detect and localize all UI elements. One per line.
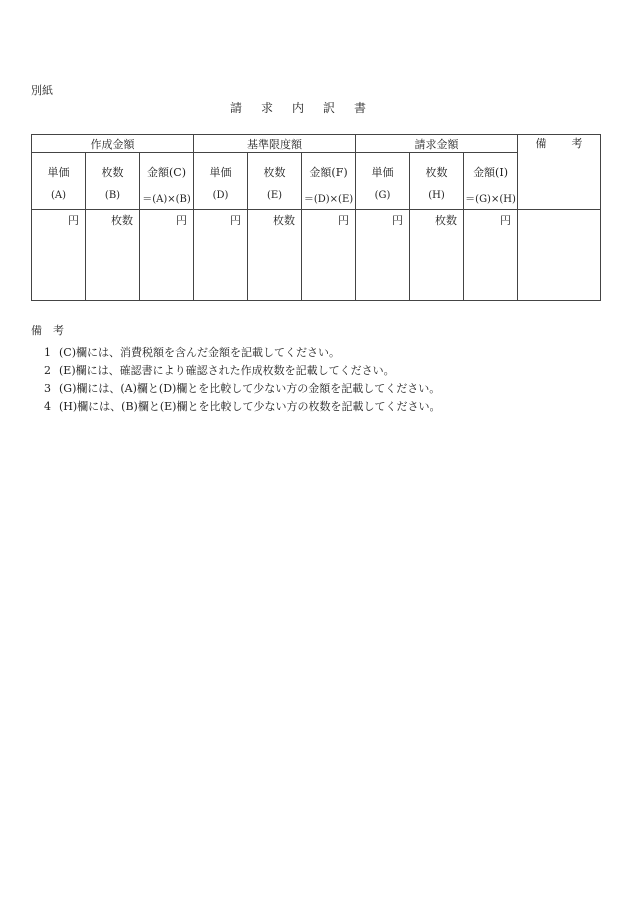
title-char: 訳 (323, 101, 336, 115)
attachment-label: 別紙 (31, 84, 53, 97)
note-text: (H)欄には、(B)欄と(E)欄とを比較して少ない方の枚数を記載してください。 (59, 400, 441, 413)
note-item (31, 361, 440, 379)
group-header-row (32, 135, 601, 153)
note-item (31, 397, 440, 415)
note-number: 2 (44, 363, 51, 377)
title-char: 求 (261, 101, 274, 115)
column-code: ＝(A)×(B) (142, 194, 191, 205)
column-label: 金額(C) (147, 166, 186, 179)
remarks-cell[interactable] (518, 210, 601, 301)
note-number: 1 (44, 345, 51, 359)
data-cell[interactable] (302, 210, 356, 301)
group-header-limit: 基準限度額 (194, 135, 356, 153)
column-header (410, 153, 464, 210)
column-code: (G) (374, 190, 391, 201)
column-label: 枚数 (101, 166, 124, 179)
remarks-header-char: 考 (571, 137, 583, 150)
data-cell[interactable] (248, 210, 302, 301)
notes-section (31, 322, 440, 415)
column-label: 単価 (209, 166, 232, 179)
title-char: 書 (354, 101, 367, 115)
document-title (230, 99, 385, 116)
breakdown-table (31, 134, 601, 301)
unit-label: 円 (500, 214, 512, 227)
column-label: 枚数 (425, 166, 448, 179)
column-header (302, 153, 356, 210)
column-code: ＝(G)×(H) (465, 194, 516, 205)
column-code: (B) (104, 190, 121, 201)
column-label: 単価 (371, 166, 394, 179)
column-header (248, 153, 302, 210)
group-header-created: 作成金額 (32, 135, 194, 153)
data-cell[interactable] (356, 210, 410, 301)
column-header (86, 153, 140, 210)
unit-label: 円 (338, 214, 350, 227)
data-cell[interactable] (86, 210, 140, 301)
note-text: (E)欄には、確認書により確認された作成枚数を記載してください。 (59, 364, 395, 377)
column-label: 金額(I) (473, 166, 508, 179)
unit-label: 枚数 (111, 214, 133, 227)
column-label: 金額(F) (309, 166, 348, 179)
column-header (464, 153, 518, 210)
data-cell[interactable] (140, 210, 194, 301)
remarks-header-char: 備 (535, 137, 547, 150)
column-header (356, 153, 410, 210)
title-char: 内 (292, 101, 305, 115)
data-cell[interactable] (410, 210, 464, 301)
column-code: ＝(D)×(E) (303, 194, 354, 205)
column-header-row (32, 153, 601, 210)
data-row (32, 210, 601, 301)
column-header (140, 153, 194, 210)
unit-label: 円 (68, 214, 79, 227)
data-cell[interactable] (194, 210, 248, 301)
note-item (31, 379, 440, 397)
column-label: 単価 (47, 166, 70, 179)
remarks-header (518, 135, 601, 210)
column-code: (E) (266, 190, 283, 201)
note-text: (G)欄には、(A)欄と(D)欄とを比較して少ない方の金額を記載してください。 (59, 382, 441, 395)
column-code: (A) (50, 190, 67, 201)
column-code: (D) (212, 190, 229, 201)
data-cell[interactable] (464, 210, 518, 301)
note-item (31, 343, 440, 361)
data-cell[interactable] (32, 210, 86, 301)
note-number: 3 (44, 381, 51, 395)
column-code: (H) (428, 190, 445, 201)
unit-label: 円 (392, 214, 404, 227)
note-text: (C)欄には、消費税額を含んだ金額を記載してください。 (59, 346, 340, 359)
column-label: 枚数 (263, 166, 286, 179)
unit-label: 円 (230, 214, 241, 227)
column-header (32, 153, 86, 210)
note-number: 4 (44, 399, 51, 413)
notes-heading (31, 322, 440, 338)
group-header-claim: 請求金額 (356, 135, 518, 153)
notes-heading-char: 考 (53, 324, 64, 337)
title-char: 請 (230, 101, 243, 115)
unit-label: 円 (176, 214, 187, 227)
notes-heading-char: 備 (31, 324, 42, 337)
unit-label: 枚数 (435, 214, 458, 227)
unit-label: 枚数 (273, 214, 295, 227)
column-header (194, 153, 248, 210)
